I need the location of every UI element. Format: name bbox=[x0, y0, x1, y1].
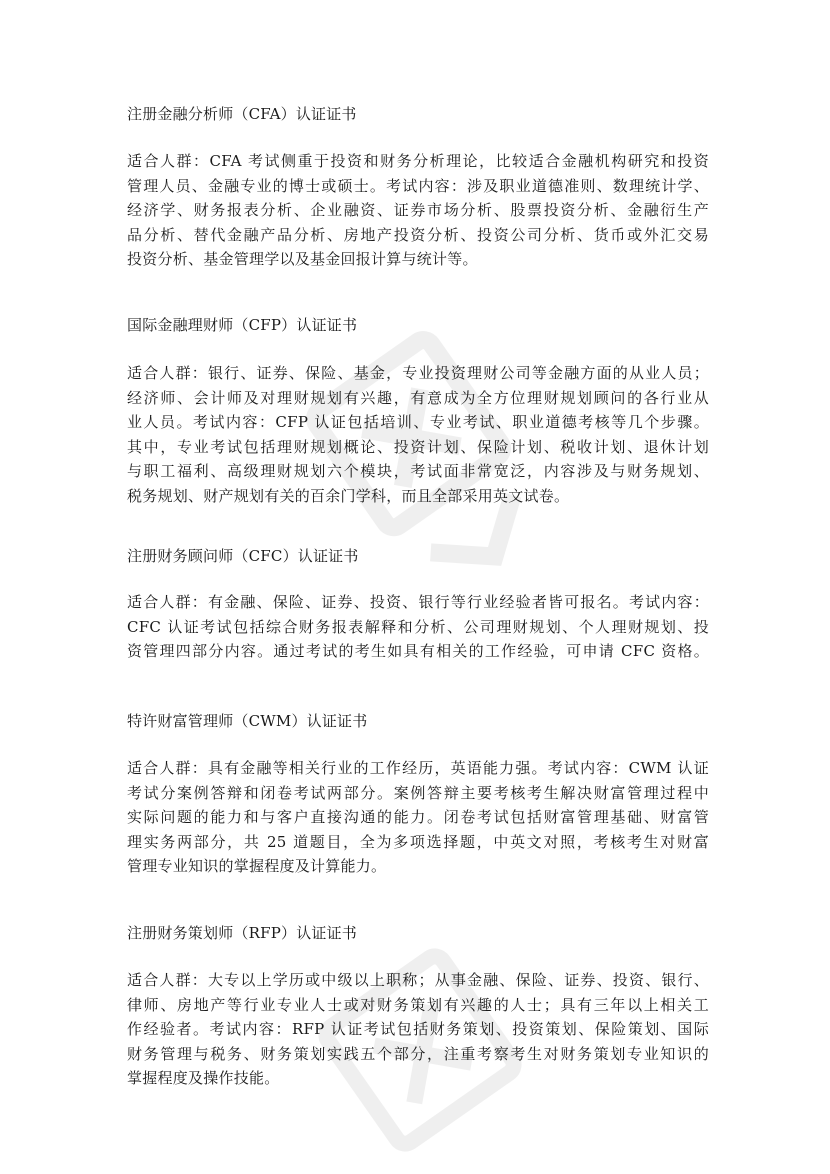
body-line: 税务规划、财产规划有关的百余门学科，而且全部采用英文试卷。 bbox=[127, 486, 570, 505]
body-line: 投资分析、基金管理学以及基金回报计算与统计等。 bbox=[127, 250, 478, 268]
section-heading: 注册金融分析师（CFA）认证证书 bbox=[127, 105, 357, 123]
section-body bbox=[127, 756, 709, 879]
body-line: 适合人群：有金融、保险、证券、投资、银行等行业经验者皆可报名。考试内容： bbox=[127, 593, 709, 611]
body-line: 与职工福利、高级理财规划六个模块，考试面非常宽泛，内容涉及与财务规划、 bbox=[127, 462, 709, 480]
body-line: 实际问题的能力和与客户直接沟通的能力。闭卷考试包括财富管理基础、财富管 bbox=[127, 808, 709, 826]
section-heading: 国际金融理财师（CFP）认证证书 bbox=[127, 316, 358, 334]
body-line: 适合人群：具有金融等相关行业的工作经历，英语能力强。考试内容：CWM 认证 bbox=[127, 759, 709, 777]
section-body bbox=[127, 590, 709, 664]
body-line: 经济学、财务报表分析、企业融资、证券市场分析、股票投资分析、金融衍生产 bbox=[127, 201, 709, 219]
body-line: 财务管理与税务、财务策划实践五个部分，注重考察考生对财务策划专业知识的 bbox=[127, 1044, 709, 1063]
section-cfp bbox=[127, 315, 709, 508]
body-line: 资管理四部分内容。通过考试的考生如具有相关的工作经验，可申请 CFC 资格。 bbox=[127, 642, 709, 660]
section-rfp bbox=[127, 923, 709, 1091]
body-line: 经济师、会计师及对理财规划有兴趣，有意成为全方位理财规划顾问的各行业从 bbox=[127, 388, 709, 407]
body-line: 掌握程度及操作技能。 bbox=[127, 1069, 280, 1087]
body-line: 理实务两部分，共 25 道题目，全为多项选择题，中英文对照，考核考生对财富 bbox=[127, 832, 709, 851]
body-line: 考试分案例答辩和闭卷考试两部分。案例答辩主要考核考生解决财富管理过程中 bbox=[127, 783, 709, 802]
body-line: 适合人群：大专以上学历或中级以上职称；从事金融、保险、证券、投资、银行、 bbox=[127, 971, 709, 989]
body-line: CFC 认证考试包括综合财务报表解释和分析、公司理财规划、个人理财规划、投 bbox=[127, 617, 709, 636]
body-line: 管理专业知识的掌握程度及计算能力。 bbox=[127, 857, 387, 875]
body-line: 律师、房地产等行业专业人士或对财务策划有兴趣的人士；具有三年以上相关工 bbox=[127, 995, 709, 1014]
body-line: 品分析、替代金融产品分析、房地产投资分析、投资公司分析、货币或外汇交易 bbox=[127, 225, 709, 244]
section-cfa bbox=[127, 104, 709, 272]
section-heading: 注册财务策划师（RFP）认证证书 bbox=[127, 924, 357, 942]
body-line: 管理人员、金融专业的博士或硕士。考试内容：涉及职业道德准则、数理统计学、 bbox=[127, 176, 709, 195]
section-body bbox=[127, 149, 709, 272]
body-line: 业人员。考试内容：CFP 认证包括培训、专业考试、职业道德考核等几个步骤。 bbox=[127, 413, 709, 431]
body-line: 适合人群：CFA 考试侧重于投资和财务分析理论，比较适合金融机构研究和投资 bbox=[127, 152, 709, 170]
section-heading: 特许财富管理师（CWM）认证证书 bbox=[127, 712, 368, 730]
section-cwm bbox=[127, 711, 709, 879]
body-line: 作经验者。考试内容：RFP 认证考试包括财务策划、投资策划、保险策划、国际 bbox=[127, 1020, 709, 1038]
section-body bbox=[127, 968, 709, 1091]
section-body bbox=[127, 361, 709, 508]
body-line: 适合人群：银行、证券、保险、基金，专业投资理财公司等金融方面的从业人员； bbox=[127, 364, 709, 382]
section-cfc bbox=[127, 546, 709, 664]
section-heading: 注册财务顾问师（CFC）认证证书 bbox=[127, 547, 359, 565]
body-line: 其中，专业考试包括理财规划概论、投资计划、保险计划、税收计划、退休计划 bbox=[127, 437, 709, 456]
